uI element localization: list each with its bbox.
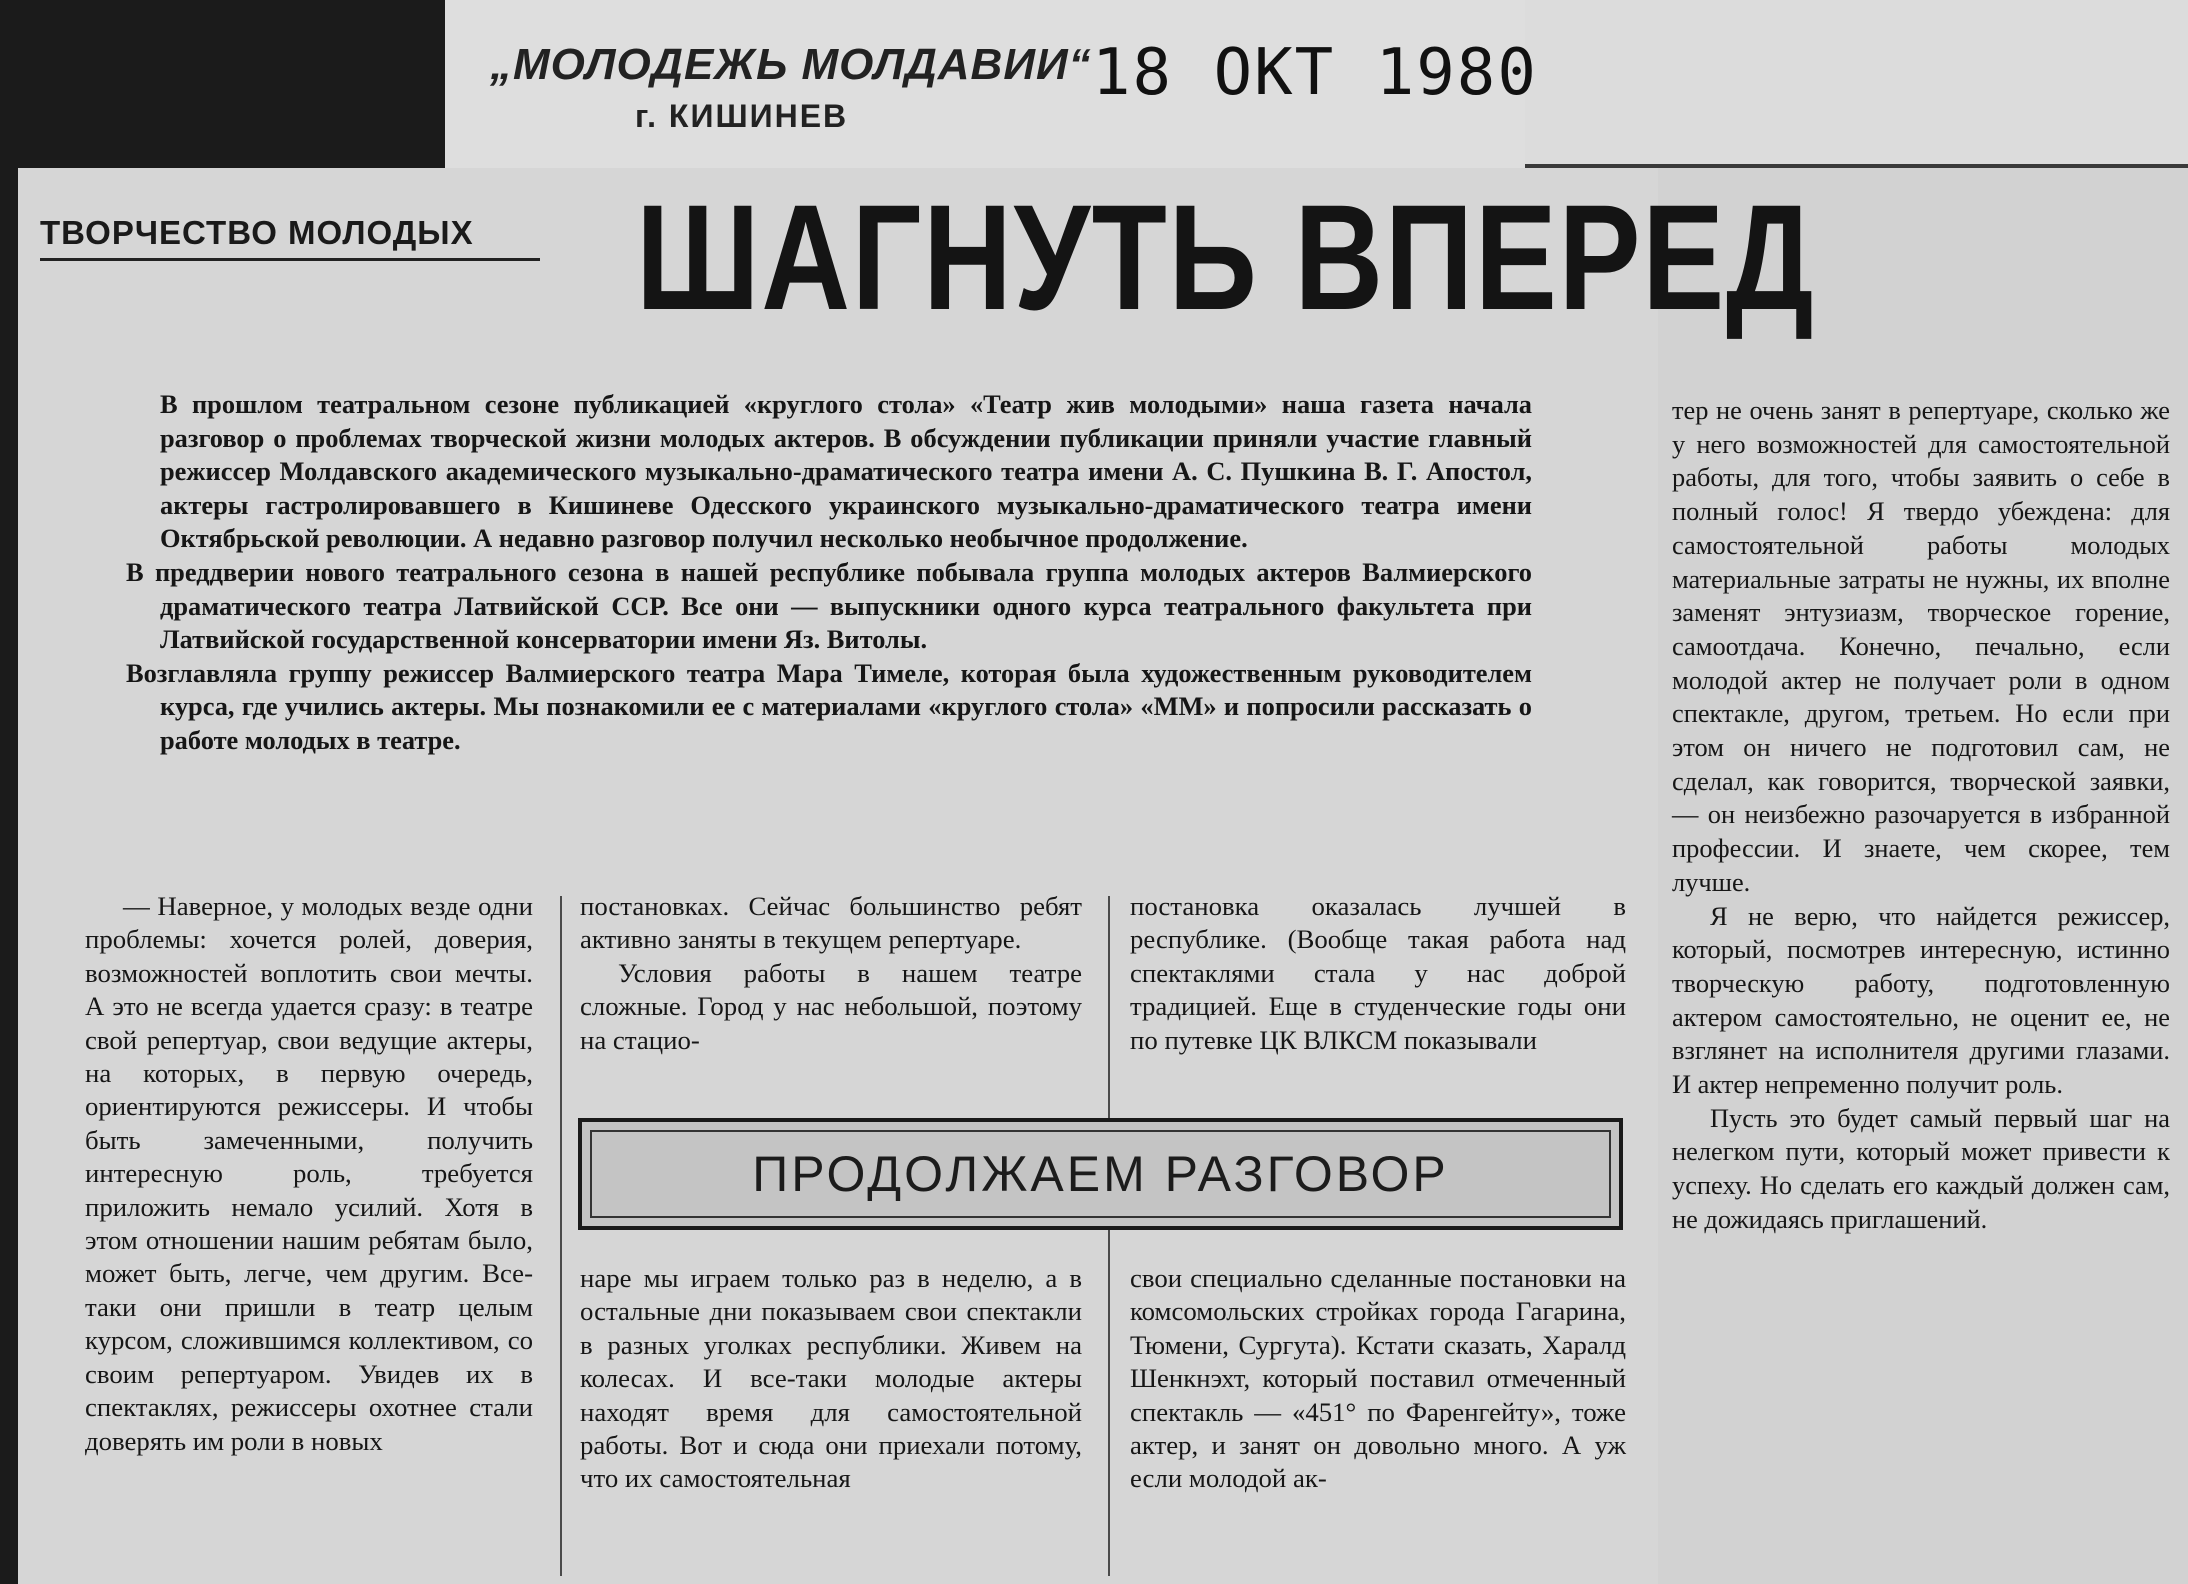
body-paragraph: тер не очень занят в репертуаре, сколько же у него возможностей для самостоятельной работы, для того, чтобы заявить о себе в полный голос! Я твердо убеждена: для самостоятельной работы молодых материальные затраты не нужны, их вполне заменят энтузиазм, творческое горение, самоотдача. Конечно, печально, если молодой актер не получает роли в одном спектакле, другом, третьем. Но если при этом он ничего не подготовил сам, не сделал, как говорится, творческой заявки, — он неизбежно разочаруется в избранной профессии. И знаете, чем скорее, тем лучше. (1672, 395, 2170, 897)
section-banner (578, 1118, 1623, 1230)
newspaper-name: „МОЛОДЕЖЬ МОЛДАВИИ“ (490, 40, 1092, 89)
newspaper-city: г. КИШИНЕВ (635, 98, 849, 134)
lead-paragraph: Возглавляла группу режиссер Валмиерского театра Мара Тимеле, которая была художественным руководителем курса, где учились актеры. Мы познакомили ее с материалами «круглого стола» «ММ» и попросили рассказать о работе молодых в театре. (126, 657, 1532, 755)
banner-title: ПРОДОЛЖАЕМ РАЗГОВОР (752, 1146, 1449, 1202)
background-clipping (1525, 0, 2188, 172)
lead-paragraph: В преддверии нового театрального сезона в нашей республике побывала группа молодых актеров Валмиерского драматического театра Латвийской ССР. Все они — выпускники одного курса театрального факультета при Латвийской государственной консерватории имени Яз. Витолы. (126, 556, 1532, 655)
article-column-4 (1672, 394, 2170, 1237)
column-rule (560, 896, 562, 1576)
body-paragraph: постановках. Сейчас большинство ребят активно заняты в текущем репертуаре. (580, 891, 1082, 955)
body-paragraph: постановка оказалась лучшей в республике. (Вообще такая работа над спектаклями стала у нас доброй традицией. Еще в студенческие годы они по путевке ЦК ВЛКСМ показывали (1130, 891, 1626, 1055)
column-rule (1108, 896, 1110, 1576)
rubric-block (40, 214, 540, 261)
body-paragraph: Условия работы в нашем театре сложные. Город у нас небольшой, поэтому на стацио- (580, 957, 1082, 1055)
rubric-label: ТВОРЧЕСТВО МОЛОДЫХ (40, 214, 474, 251)
article-column-3-top (1130, 890, 1626, 1057)
lead-paragraph: В прошлом театральном сезоне публикацией «круглого стола» «Театр жив молодыми» наша газета начала разговор о проблемах творческой жизни молодых актеров. В обсуждении публикации приняли участие главный режиссер Молдавского академического музыкально-драматического театра имени А. С. Пушкина В. Г. Апостол, актеры гастролировавшего в Кишиневе Одесского украинского музыкально-драматического театра имени Октябрьской революции. А недавно разговор получил несколько необычное продолжение. (160, 389, 1532, 554)
article-column-1 (85, 890, 533, 1458)
article-lead (126, 388, 1532, 758)
body-paragraph: Пусть это будет самый первый шаг на нелегком пути, который может привести к успеху. Но сделать его каждый должен сам, не дожидаясь приглашений. (1672, 1102, 2170, 1234)
article-column-2-bottom (580, 1262, 1082, 1496)
body-paragraph: наре мы играем только раз в неделю, а в остальные дни показываем свои спектакли в разных уголках республики. Живем на колесах. И все-таки молодые актеры находят время для самостоятельной работы. Вот и сюда они приехали потому, что их самостоятельная (580, 1263, 1082, 1494)
headline: ШАГНУТЬ ВПЕРЕД (636, 173, 1816, 341)
article-column-3-bottom (1130, 1262, 1626, 1496)
date-stamp: 18 ОКТ 1980 (1092, 36, 1538, 110)
body-paragraph: Я не верю, что найдется режиссер, который, посмотрев интересную, истинно творческую работу, подготовленную актером самостоятельно, не оценит ее, не взглянет на исполнителя другими глазами. И актер непременно получит роль. (1672, 900, 2170, 1100)
body-paragraph: — Наверное, у молодых везде одни проблемы: хочется ролей, доверия, возможностей воплотить свои мечты. А это не всегда удается сразу: в театре свой репертуар, свои ведущие актеры, на которых, в первую очередь, ориентируются режиссеры. И чтобы быть замеченными, получить интересную роль, требуется приложить немало усилий. Хотя в этом отношении нашим ребятам было, может быть, легче, чем другим. Все-таки они пришли в театр целым курсом, сложившимся коллективом, со своим репертуаром. Увидев их в спектаклях, режиссеры охотнее стали доверять им роли в новых (85, 891, 533, 1456)
article-column-2-top (580, 890, 1082, 1057)
body-paragraph: свои специально сделанные постановки на комсомольских стройках города Гагарина, Тюмени, Сургута). Кстати сказать, Харалд Шенкнэхт, который поставил отмеченный спектакль — «451° по Фаренгейту», тоже актер, и занят он довольно много. А уж если молодой ак- (1130, 1263, 1626, 1494)
